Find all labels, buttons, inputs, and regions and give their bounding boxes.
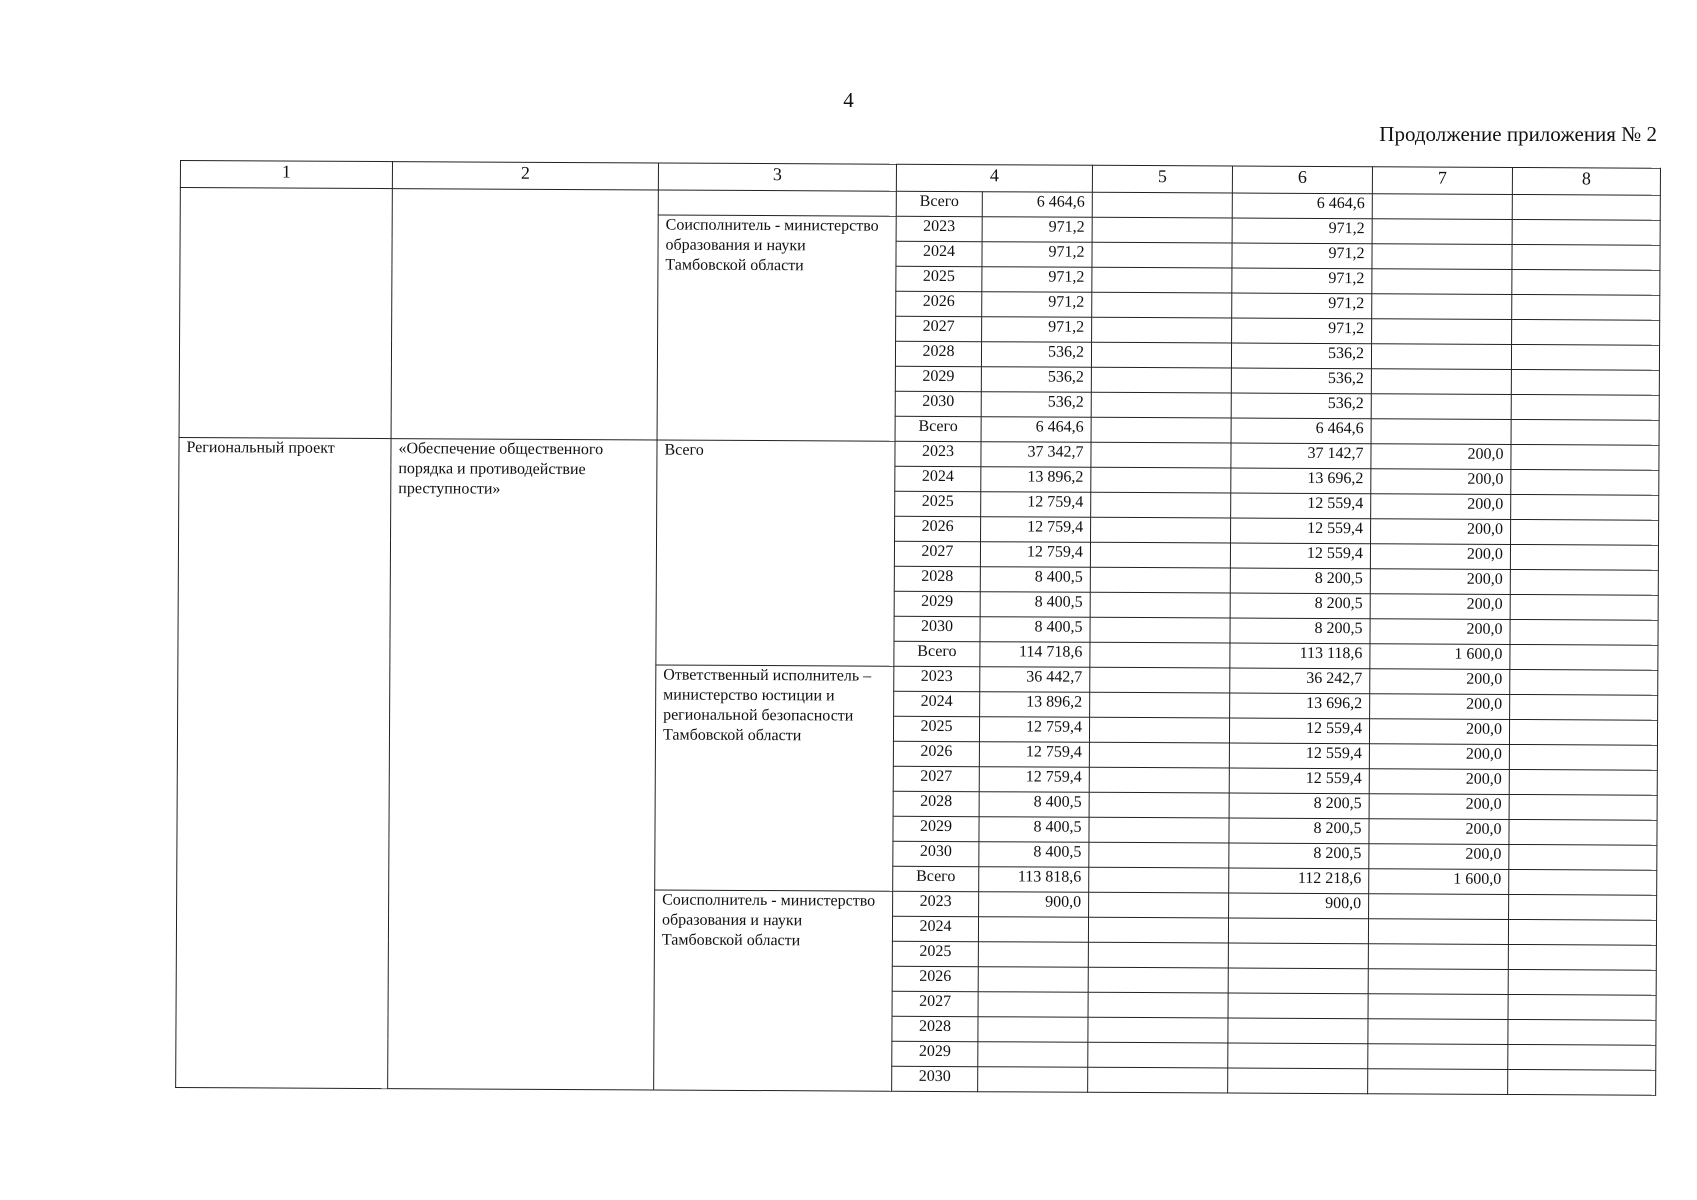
cell-col-6: 536,2 <box>1231 368 1371 394</box>
cell-col-8 <box>1509 844 1657 870</box>
cell-col-5 <box>1088 967 1228 993</box>
cell-col-4: 36 442,7 <box>980 667 1090 693</box>
cell-col-4: 971,2 <box>982 242 1092 268</box>
year-cell: 2028 <box>893 791 979 816</box>
cell-col-7 <box>1368 944 1508 970</box>
year-cell: 2029 <box>894 591 980 616</box>
cell-col-7 <box>1372 194 1512 220</box>
cell-col-7: 200,0 <box>1370 594 1510 620</box>
cell-col-8 <box>1509 744 1657 770</box>
cell-col-5 <box>1088 942 1228 968</box>
year-cell: 2023 <box>896 216 982 241</box>
cell-col-7 <box>1372 244 1512 270</box>
year-cell: 2024 <box>892 916 978 941</box>
cell-col-7: 1 600,0 <box>1370 644 1510 670</box>
cell-col-5 <box>1091 492 1231 518</box>
cell-col-2 <box>391 189 658 440</box>
cell-col-8 <box>1510 694 1658 720</box>
year-cell: 2030 <box>894 616 980 641</box>
cell-col-4: 536,2 <box>981 342 1091 368</box>
cell-col-8 <box>1512 269 1660 295</box>
cell-col-7: 200,0 <box>1370 619 1510 645</box>
cell-col-6: 8 200,5 <box>1229 843 1369 869</box>
year-cell: 2025 <box>895 491 981 516</box>
cell-col-1 <box>179 188 392 439</box>
cell-col-7 <box>1368 969 1508 995</box>
cell-col-5 <box>1090 542 1230 568</box>
cell-col-8 <box>1508 1019 1656 1045</box>
cell-col-8 <box>1512 194 1660 220</box>
cell-col-6 <box>1228 1068 1368 1094</box>
cell-col-5 <box>1088 1042 1228 1068</box>
cell-col-7: 200,0 <box>1371 444 1511 470</box>
cell-col-6: 12 559,4 <box>1230 543 1370 569</box>
cell-col-8 <box>1509 894 1657 920</box>
cell-col-4: 12 759,4 <box>979 742 1089 768</box>
cell-col-5 <box>1090 692 1230 718</box>
cell-col-8 <box>1511 394 1659 420</box>
cell-col-6: 6 464,6 <box>1232 193 1372 219</box>
cell-col-8 <box>1512 219 1660 245</box>
cell-col-6 <box>1228 993 1368 1019</box>
cell-col-7 <box>1368 1044 1508 1070</box>
executor-cell: Соисполнитель - министерство образования и науки Тамбовской области <box>654 890 893 1091</box>
year-cell: Всего <box>896 191 982 216</box>
cell-col-4: 8 400,5 <box>980 592 1090 618</box>
cell-col-4 <box>978 1067 1088 1093</box>
cell-col-7: 200,0 <box>1369 794 1509 820</box>
cell-col-8 <box>1510 569 1658 595</box>
cell-col-7 <box>1371 394 1511 420</box>
cell-col-8 <box>1509 794 1657 820</box>
cell-col-8 <box>1509 769 1657 795</box>
cell-col-7: 1 600,0 <box>1369 869 1509 895</box>
cell-col-7: 200,0 <box>1369 769 1509 795</box>
cell-col-6: 13 696,2 <box>1230 693 1370 719</box>
cell-col-8 <box>1511 519 1659 545</box>
cell-col-5 <box>1092 242 1232 268</box>
year-cell: 2027 <box>894 541 980 566</box>
cell-col-5 <box>1089 767 1229 793</box>
cell-col-4 <box>978 967 1088 993</box>
cell-col-7 <box>1371 344 1511 370</box>
cell-col-8 <box>1510 594 1658 620</box>
cell-col-5 <box>1091 342 1231 368</box>
cell-col-6: 900,0 <box>1229 893 1369 919</box>
cell-col-3 <box>658 190 896 216</box>
year-cell: 2025 <box>892 941 978 966</box>
cell-col-4 <box>978 917 1088 943</box>
year-cell: 2025 <box>896 266 982 291</box>
cell-col-7 <box>1372 294 1512 320</box>
cell-col-8 <box>1508 919 1656 945</box>
year-cell: 2027 <box>896 316 982 341</box>
cell-col-6 <box>1228 943 1368 969</box>
cell-col-5 <box>1089 842 1229 868</box>
cell-col-5 <box>1090 592 1230 618</box>
year-cell: 2024 <box>896 241 982 266</box>
cell-col-6: 113 118,6 <box>1230 643 1370 669</box>
cell-col-8 <box>1510 619 1658 645</box>
cell-col-8 <box>1511 469 1659 495</box>
year-cell: 2026 <box>896 291 982 316</box>
cell-col-7: 200,0 <box>1369 744 1509 770</box>
table-body <box>176 188 1661 1096</box>
cell-col-5 <box>1088 1017 1228 1043</box>
cell-col-4: 8 400,5 <box>980 617 1090 643</box>
cell-col-5 <box>1092 317 1232 343</box>
cell-col-5 <box>1091 517 1231 543</box>
cell-col-8 <box>1510 544 1658 570</box>
cell-col-4 <box>978 1017 1088 1043</box>
cell-col-8 <box>1509 719 1657 745</box>
cell-col-6: 13 696,2 <box>1231 468 1371 494</box>
cell-col-4: 12 759,4 <box>980 542 1090 568</box>
year-cell: 2023 <box>894 666 980 691</box>
cell-col-4: 8 400,5 <box>980 567 1090 593</box>
cell-col-7: 200,0 <box>1370 669 1510 695</box>
column-header: 4 <box>896 164 1092 192</box>
cell-col-8 <box>1511 494 1659 520</box>
column-header: 8 <box>1512 167 1660 195</box>
cell-col-6: 536,2 <box>1231 393 1371 419</box>
cell-col-6: 536,2 <box>1231 343 1371 369</box>
cell-col-4 <box>978 1042 1088 1068</box>
cell-col-6: 8 200,5 <box>1230 618 1370 644</box>
cell-col-6: 12 559,4 <box>1229 718 1369 744</box>
column-header: 3 <box>658 163 896 191</box>
cell-col-7: 200,0 <box>1371 494 1511 520</box>
cell-col-6: 12 559,4 <box>1229 743 1369 769</box>
cell-col-5 <box>1091 467 1231 493</box>
cell-col-7 <box>1372 269 1512 295</box>
cell-col-5 <box>1090 642 1230 668</box>
year-cell: 2027 <box>892 991 978 1016</box>
cell-col-6: 37 142,7 <box>1231 443 1371 469</box>
cell-col-5 <box>1090 567 1230 593</box>
cell-col-6: 971,2 <box>1232 293 1372 319</box>
cell-col-5 <box>1092 292 1232 318</box>
cell-col-5 <box>1089 742 1229 768</box>
cell-col-4: 12 759,4 <box>981 492 1091 518</box>
cell-col-5 <box>1091 442 1231 468</box>
budget-table <box>175 160 1661 1096</box>
cell-col-5 <box>1090 617 1230 643</box>
cell-col-5 <box>1088 1067 1228 1093</box>
cell-col-8 <box>1508 1069 1656 1095</box>
column-header: 7 <box>1372 167 1512 195</box>
cell-col-4: 113 818,6 <box>979 867 1089 893</box>
year-cell: 2023 <box>895 441 981 466</box>
cell-col-4: 13 896,2 <box>980 692 1090 718</box>
year-cell: Всего <box>893 866 979 891</box>
project-name-cell: «Обеспечение общественного порядка и противодействие преступности» <box>388 439 657 1090</box>
cell-col-7 <box>1368 994 1508 1020</box>
cell-col-4: 8 400,5 <box>979 842 1089 868</box>
cell-col-4: 13 896,2 <box>981 467 1091 493</box>
cell-col-7 <box>1368 1019 1508 1045</box>
cell-col-6: 971,2 <box>1232 268 1372 294</box>
cell-col-6: 8 200,5 <box>1229 818 1369 844</box>
year-cell: 2027 <box>893 766 979 791</box>
cell-col-7: 200,0 <box>1369 819 1509 845</box>
cell-col-6: 12 559,4 <box>1231 493 1371 519</box>
year-cell: 2030 <box>893 841 979 866</box>
cell-col-6 <box>1228 918 1368 944</box>
cell-col-7 <box>1369 894 1509 920</box>
cell-col-8 <box>1512 244 1660 270</box>
executor-cell: Соисполнитель - министерство образования и науки Тамбовской области <box>657 215 896 441</box>
executor-cell: Ответственный исполнитель – министерство юстиции и региональной безопасности Тамбовской области <box>655 665 894 891</box>
cell-col-5 <box>1092 267 1232 293</box>
cell-col-4: 6 464,6 <box>981 417 1091 443</box>
cell-col-7: 200,0 <box>1371 519 1511 545</box>
cell-col-7 <box>1368 919 1508 945</box>
cell-col-6: 112 218,6 <box>1229 868 1369 894</box>
cell-col-6: 971,2 <box>1232 243 1372 269</box>
cell-col-7: 200,0 <box>1369 719 1509 745</box>
cell-col-7: 200,0 <box>1370 569 1510 595</box>
cell-col-7: 200,0 <box>1371 469 1511 495</box>
year-cell: 2029 <box>895 366 981 391</box>
page-number: 4 <box>843 88 854 112</box>
year-cell: 2028 <box>894 566 980 591</box>
cell-col-4: 971,2 <box>982 217 1092 243</box>
cell-col-6: 6 464,6 <box>1231 418 1371 444</box>
cell-col-8 <box>1509 819 1657 845</box>
year-cell: 2024 <box>894 691 980 716</box>
year-cell: 2023 <box>893 891 979 916</box>
year-cell: 2029 <box>893 816 979 841</box>
cell-col-7: 200,0 <box>1370 544 1510 570</box>
cell-col-7: 200,0 <box>1369 844 1509 870</box>
cell-col-8 <box>1508 1044 1656 1070</box>
cell-col-5 <box>1091 367 1231 393</box>
year-cell: 2025 <box>893 716 979 741</box>
cell-col-8 <box>1511 419 1659 445</box>
cell-col-5 <box>1091 417 1231 443</box>
cell-col-8 <box>1508 994 1656 1020</box>
year-cell: 2030 <box>895 391 981 416</box>
cell-col-8 <box>1510 669 1658 695</box>
cell-col-7: 200,0 <box>1370 694 1510 720</box>
cell-col-5 <box>1089 817 1229 843</box>
cell-col-5 <box>1089 892 1229 918</box>
cell-col-4: 536,2 <box>981 367 1091 393</box>
cell-col-8 <box>1511 444 1659 470</box>
year-cell: 2026 <box>893 741 979 766</box>
cell-col-5 <box>1088 917 1228 943</box>
cell-col-4: 12 759,4 <box>979 767 1089 793</box>
cell-col-7 <box>1371 419 1511 445</box>
cell-col-4: 536,2 <box>981 392 1091 418</box>
cell-col-6 <box>1228 968 1368 994</box>
cell-col-8 <box>1512 294 1660 320</box>
year-cell: 2028 <box>895 341 981 366</box>
cell-col-6: 971,2 <box>1232 318 1372 344</box>
cell-col-8 <box>1512 319 1660 345</box>
cell-col-4: 971,2 <box>982 267 1092 293</box>
cell-col-7 <box>1372 319 1512 345</box>
cell-col-6: 971,2 <box>1232 218 1372 244</box>
year-cell: 2029 <box>892 1041 978 1066</box>
cell-col-8 <box>1509 869 1657 895</box>
column-header: 2 <box>392 162 658 190</box>
cell-col-6: 36 242,7 <box>1230 668 1370 694</box>
cell-col-4: 6 464,6 <box>982 192 1092 218</box>
cell-col-4: 8 400,5 <box>979 817 1089 843</box>
cell-col-6 <box>1228 1018 1368 1044</box>
executor-cell: Всего <box>656 440 895 666</box>
cell-col-4 <box>978 942 1088 968</box>
cell-col-4: 971,2 <box>982 292 1092 318</box>
cell-col-4: 12 759,4 <box>981 517 1091 543</box>
cell-col-8 <box>1510 644 1658 670</box>
year-cell: 2028 <box>892 1016 978 1041</box>
year-cell: 2030 <box>892 1066 978 1091</box>
cell-col-6: 8 200,5 <box>1229 793 1369 819</box>
year-cell: Всего <box>894 641 980 666</box>
cell-col-5 <box>1089 717 1229 743</box>
year-cell: 2026 <box>892 966 978 991</box>
cell-col-8 <box>1508 944 1656 970</box>
cell-col-5 <box>1090 667 1230 693</box>
cell-col-5 <box>1089 867 1229 893</box>
year-cell: 2024 <box>895 466 981 491</box>
cell-col-6: 8 200,5 <box>1230 568 1370 594</box>
cell-col-8 <box>1511 369 1659 395</box>
cell-col-4: 900,0 <box>979 892 1089 918</box>
project-type-cell: Региональный проект <box>176 437 391 1088</box>
cell-col-4: 8 400,5 <box>979 792 1089 818</box>
cell-col-4: 12 759,4 <box>979 717 1089 743</box>
cell-col-7 <box>1372 219 1512 245</box>
cell-col-4: 971,2 <box>982 317 1092 343</box>
cell-col-5 <box>1092 192 1232 218</box>
cell-col-7 <box>1368 1069 1508 1095</box>
column-header: 1 <box>180 161 392 189</box>
column-header: 5 <box>1092 165 1232 193</box>
cell-col-6: 12 559,4 <box>1229 768 1369 794</box>
cell-col-5 <box>1089 792 1229 818</box>
cell-col-6: 8 200,5 <box>1230 593 1370 619</box>
cell-col-6 <box>1228 1043 1368 1069</box>
year-cell: 2026 <box>895 516 981 541</box>
cell-col-5 <box>1091 392 1231 418</box>
year-cell: Всего <box>895 416 981 441</box>
cell-col-8 <box>1511 344 1659 370</box>
cell-col-4 <box>978 992 1088 1018</box>
cell-col-4: 114 718,6 <box>980 642 1090 668</box>
cell-col-7 <box>1371 369 1511 395</box>
cell-col-4: 37 342,7 <box>981 442 1091 468</box>
appendix-title: Продолжение приложения № 2 <box>1379 122 1657 146</box>
column-header: 6 <box>1232 166 1372 194</box>
cell-col-6: 12 559,4 <box>1231 518 1371 544</box>
cell-col-8 <box>1508 969 1656 995</box>
cell-col-5 <box>1092 217 1232 243</box>
cell-col-5 <box>1088 992 1228 1018</box>
